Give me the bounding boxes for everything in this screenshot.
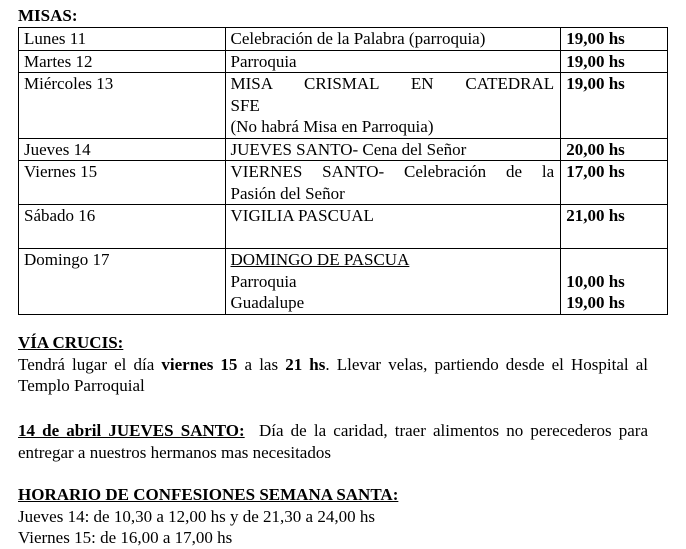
time-cell: 19,00 hs — [561, 73, 668, 139]
confesiones-heading: HORARIO DE CONFESIONES SEMANA SANTA: — [18, 485, 399, 504]
day-cell: Domingo 17 — [19, 249, 226, 315]
event-line: Guadalupe — [230, 293, 305, 312]
day-cell: Sábado 16 — [19, 205, 226, 249]
event-line: DOMINGO DE PASCUA — [230, 250, 410, 269]
misas-title: MISAS: — [18, 6, 78, 25]
jueves-santo-heading: 14 de abril JUEVES SANTO: — [18, 421, 245, 440]
event-cell: JUEVES SANTO- Cena del Señor — [225, 138, 561, 161]
day-cell: Lunes 11 — [19, 28, 226, 51]
event-cell: Parroquia — [225, 50, 561, 73]
day-cell: Jueves 14 — [19, 138, 226, 161]
via-crucis-text: Tendrá lugar el día viernes 15 a las 21 hs. Llevar velas, partiendo desde el Hospital al Templo Parroquial — [18, 354, 648, 395]
day-cell: Miércoles 13 — [19, 73, 226, 139]
jueves-santo-text: 14 de abril JUEVES SANTO: Día de la caridad, traer alimentos no perecederos para entregar a nuestros hermanos mas necesitados — [18, 421, 653, 462]
table-row — [19, 205, 668, 249]
event-line: (No habrá Misa en Parroquia) — [230, 117, 434, 136]
confesiones-line: Jueves 14: de 10,30 a 12,00 hs y de 21,30 a 24,00 hs — [18, 506, 375, 526]
mass-schedule-table — [18, 27, 668, 315]
table-row — [19, 249, 668, 315]
event-line: VIERNES SANTO- Celebración de la — [230, 162, 555, 181]
table-row — [19, 138, 668, 161]
table-row — [19, 50, 668, 73]
time-cell: 19,00 hs — [561, 28, 668, 51]
event-cell: Celebración de la Palabra (parroquia) — [225, 28, 561, 51]
event-cell — [225, 249, 561, 315]
confesiones-line: Viernes 15: de 16,00 a 17,00 hs — [18, 528, 233, 547]
event-cell — [225, 73, 561, 139]
day-cell: Viernes 15 — [19, 161, 226, 205]
event-cell: VIGILIA PASCUAL — [225, 205, 561, 249]
event-line: MISA CRISMAL EN CATEDRAL — [230, 74, 555, 93]
table-row — [19, 161, 668, 205]
time-cell: 17,00 hs — [561, 161, 668, 205]
via-crucis-section — [18, 332, 648, 397]
confesiones-section — [18, 484, 648, 549]
table-row — [19, 73, 668, 139]
event-line: Parroquia — [230, 271, 297, 291]
via-crucis-heading: VÍA CRUCIS: — [18, 333, 124, 352]
time-line — [566, 249, 661, 271]
time-cell: 21,00 hs — [561, 205, 668, 249]
event-line: Pasión del Señor — [230, 183, 345, 203]
time-cell — [561, 249, 668, 315]
event-cell — [225, 161, 561, 205]
time-cell: 19,00 hs — [561, 50, 668, 73]
day-cell: Martes 12 — [19, 50, 226, 73]
time-line: 19,00 hs — [566, 293, 625, 312]
time-cell: 20,00 hs — [561, 138, 668, 161]
jueves-santo-section — [18, 420, 653, 463]
table-row — [19, 28, 668, 51]
event-line: SFE — [230, 95, 260, 115]
time-line: 10,00 hs — [566, 271, 625, 291]
